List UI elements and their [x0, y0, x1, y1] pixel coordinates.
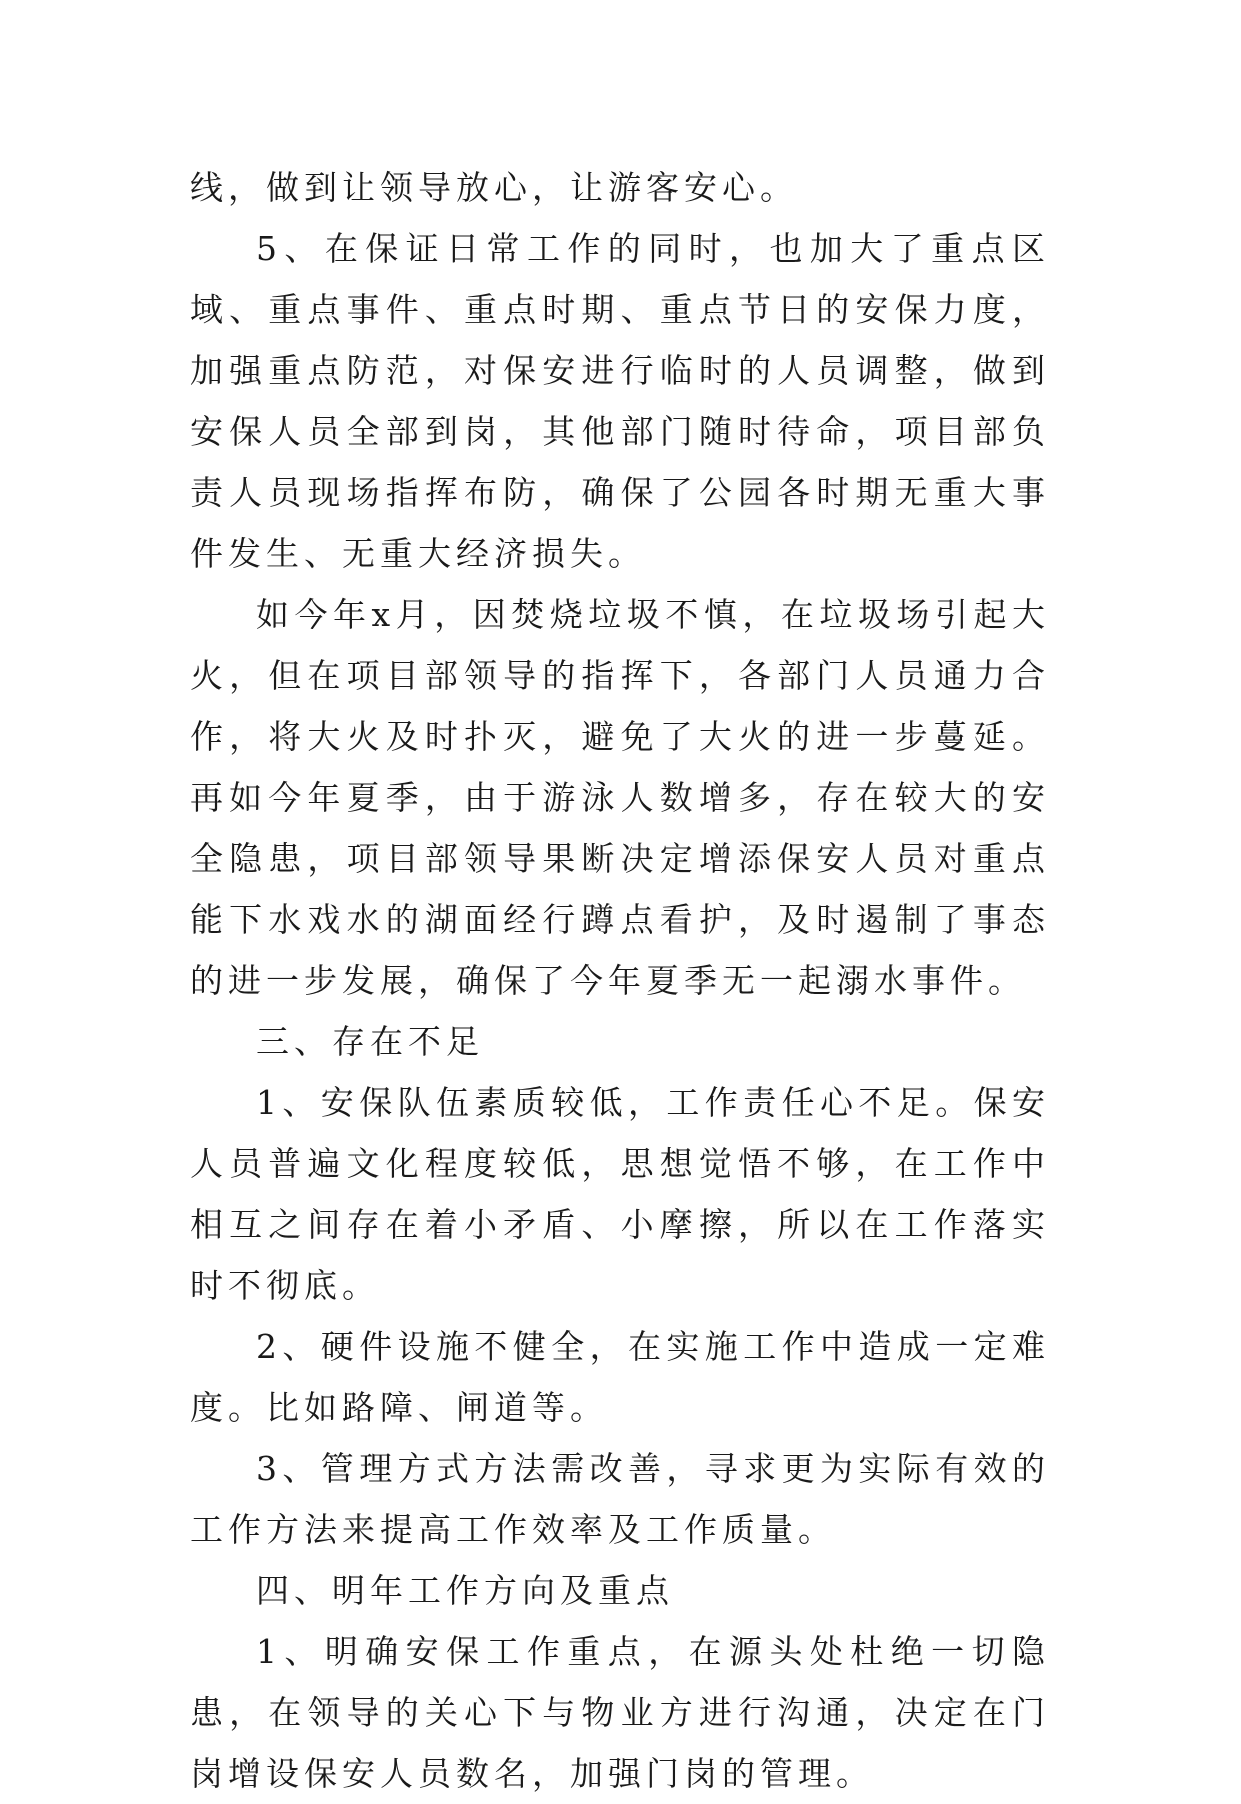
paragraph: 5、在保证日常工作的同时，也加大了重点区域、重点事件、重点时期、重点节日的安保力度，加强重点防范，对保安进行临时的人员调整，做到安保人员全部到岗，其他部门随时待命，项目部负责人员现场指挥布防，确保了公园各时期无重大事件发生、无重大经济损失。: [190, 229, 1050, 573]
document-body: [190, 157, 1050, 1804]
section-heading: 三、存在不足: [256, 1022, 484, 1061]
paragraph: 线，做到让领导放心，让游客安心。: [190, 168, 798, 207]
paragraph: 3、管理方式方法需改善，寻求更为实际有效的工作方法来提高工作效率及工作质量。: [190, 1449, 1050, 1549]
paragraph: 如今年x月，因焚烧垃圾不慎，在垃圾场引起大火，但在项目部领导的指挥下，各部门人员通力合作，将大火及时扑灭，避免了大火的进一步蔓延。再如今年夏季，由于游泳人数增多，存在较大的安全隐患，项目部领导果断决定增添保安人员对重点能下水戏水的湖面经行蹲点看护，及时遏制了事态的进一步发展，确保了今年夏季无一起溺水事件。: [190, 595, 1050, 1000]
section-heading: 四、明年工作方向及重点: [256, 1571, 674, 1610]
paragraph: 2、硬件设施不健全，在实施工作中造成一定难度。比如路障、闸道等。: [190, 1327, 1050, 1427]
paragraph: 1、安保队伍素质较低，工作责任心不足。保安人员普遍文化程度较低，思想觉悟不够，在工作中相互之间存在着小矛盾、小摩擦，所以在工作落实时不彻底。: [190, 1083, 1050, 1305]
paragraph: 1、明确安保工作重点，在源头处杜绝一切隐患，在领导的关心下与物业方进行沟通，决定在门岗增设保安人员数名，加强门岗的管理。: [190, 1632, 1050, 1793]
